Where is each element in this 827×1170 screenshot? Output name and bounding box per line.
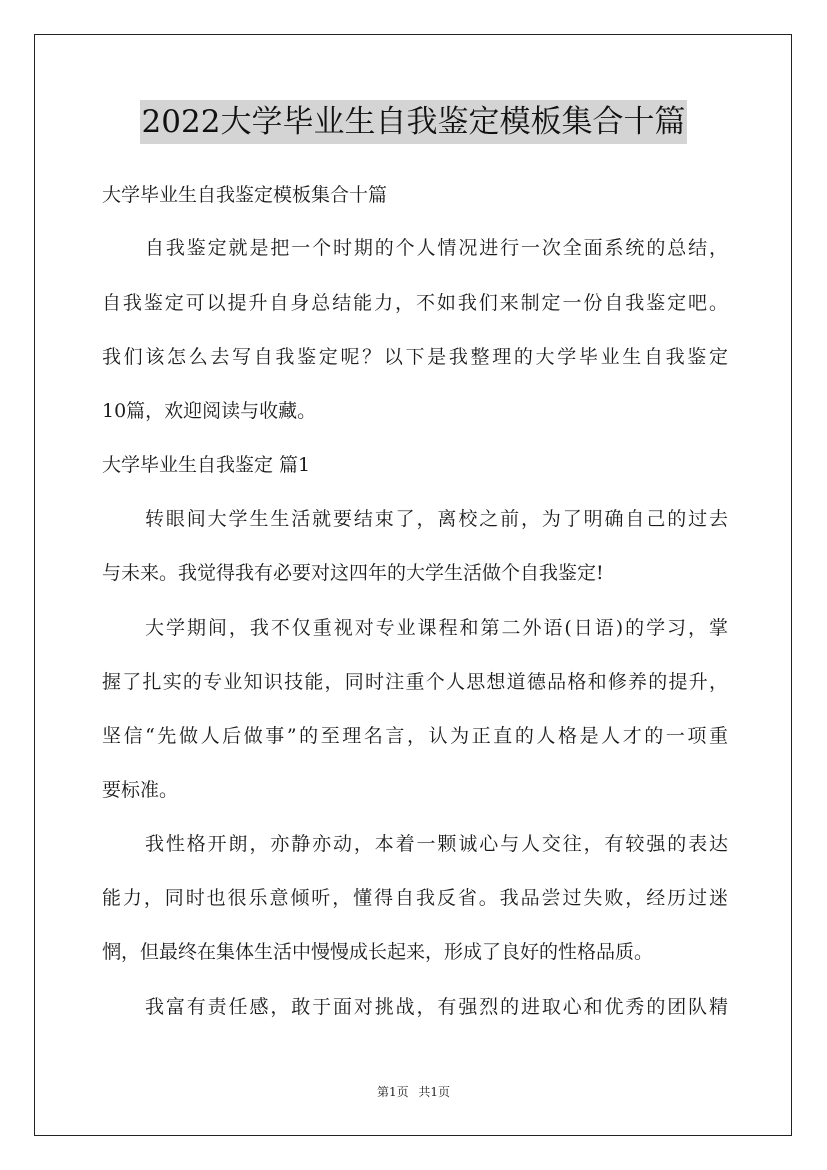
subtitle-line: 大学毕业生自我鉴定模板集合十篇 [102,184,388,206]
paragraph-line: 10篇，欢迎阅读与收藏。 [102,400,317,422]
paragraph-line: 握了扎实的专业知识技能，同时注重个人思想道德品格和修养的提升， [102,671,728,693]
paragraph-line: 坚信“先做人后做事”的至理名言，认为正直的人格是人才的一项重 [102,725,728,747]
paragraph-line: 我们该怎么去写自我鉴定呢？以下是我整理的大学毕业生自我鉴定 [102,346,728,368]
paragraph-line: 惘，但最终在集体生活中慢慢成长起来，形成了良好的性格品质。 [102,941,654,963]
paragraph-line: 自我鉴定可以提升自身总结能力，不如我们来制定一份自我鉴定吧。 [102,292,728,314]
paragraph-line: 大学期间，我不仅重视对专业课程和第二外语(日语)的学习，掌 [145,617,728,639]
page-footer [0,1084,827,1100]
paragraph-line: 能力，同时也很乐意倾听，懂得自我反省。我品尝过失败，经历过迷 [102,887,728,909]
title-container [0,100,827,144]
page-number: 第1页 [376,1085,409,1099]
paragraph-line: 我性格开朗，亦静亦动，本着一颗诚心与人交往，有较强的表达 [145,833,728,855]
paragraph-line: 自我鉴定就是把一个时期的个人情况进行一次全面系统的总结， [145,237,728,259]
paragraph-line: 我富有责任感，敢于面对挑战，有强烈的进取心和优秀的团队精 [145,996,728,1018]
section-heading: 大学毕业生自我鉴定 篇1 [102,454,311,476]
paragraph-line: 与未来。我觉得我有必要对这四年的大学生活做个自我鉴定! [102,562,604,584]
paragraph-line: 转眼间大学生生活就要结束了，离校之前，为了明确自己的过去 [145,508,728,530]
page-total: 共1页 [418,1085,451,1099]
document-title: 2022大学毕业生自我鉴定模板集合十篇 [140,100,688,144]
paragraph-line: 要标准。 [102,779,179,801]
